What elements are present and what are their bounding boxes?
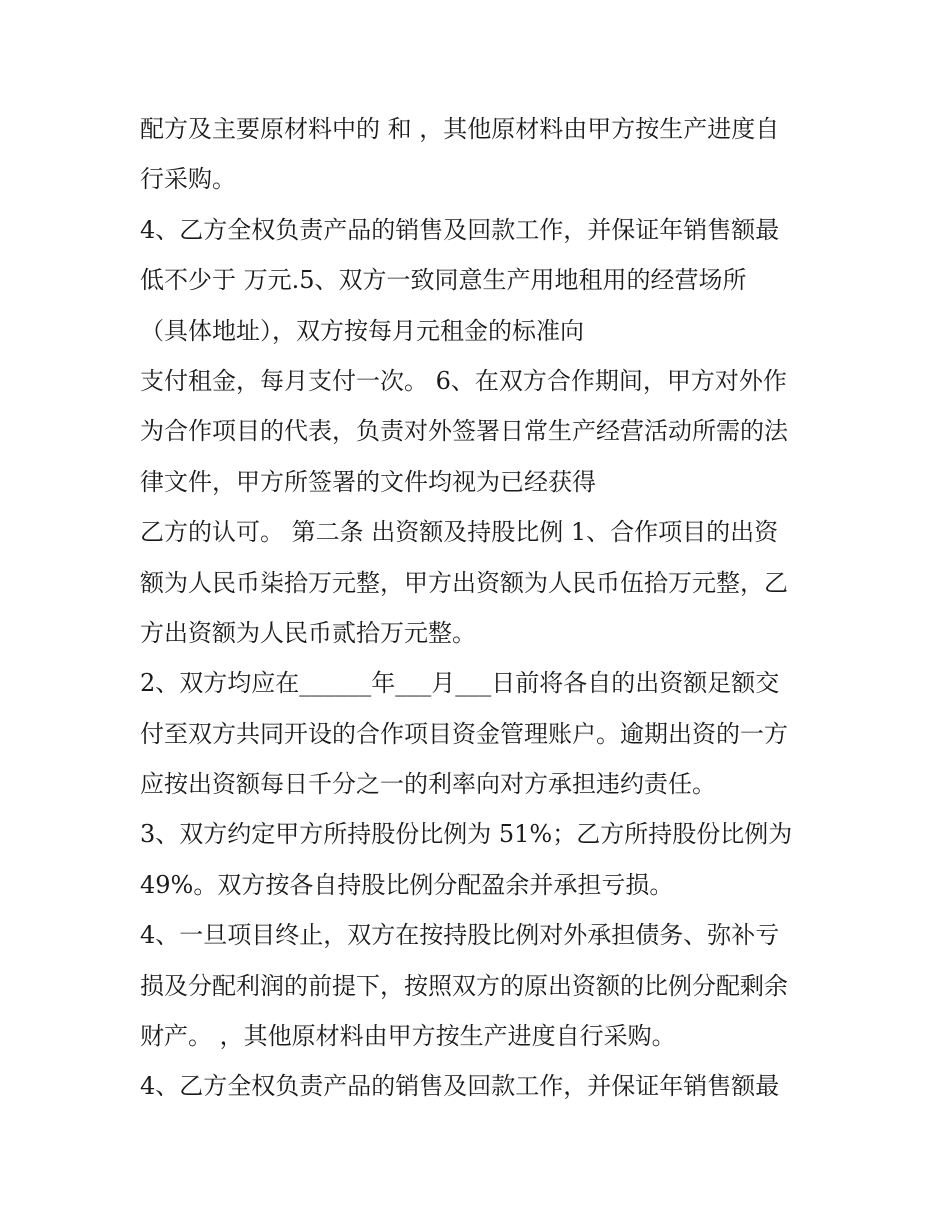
text-line: 低不少于 万元.5、双方一致同意生产用地租用的经营场所 [140, 266, 747, 295]
text-line: 乙方的认可。 第二条 出资额及持股比例 1、合作项目的出资 [140, 518, 779, 547]
text-line: 49%。双方按各自持股比例分配盈余并承担亏损。 [140, 870, 674, 899]
text-line: 配方及主要原材料中的 和 ，其他原材料由甲方按生产进度自 [140, 115, 780, 143]
text-line: （具体地址），双方按每月元租金的标准向 [140, 316, 584, 345]
document-body [140, 104, 820, 1112]
text-line: 损及分配利润的前提下，按照双方的原出资额的比例分配剩余 [140, 971, 788, 1000]
text-line: 4、乙方全权负责产品的销售及回款工作，并保证年销售额最 [140, 1072, 780, 1101]
text-line: 支付租金，每月支付一次。 6、在双方合作期间，甲方对外作 [140, 366, 787, 395]
text-line: 付至双方共同开设的合作项目资金管理账户。逾期出资的一方 [140, 719, 788, 748]
text-line: 应按出资额每日千分之一的利率向对方承担违约责任。 [140, 770, 716, 799]
text-line: 2、双方均应在______年___月___日前将各自的出资额足额交 [140, 669, 780, 698]
text-line: 4、一旦项目终止，双方在按持股比例对外承担债务、弥补亏 [140, 921, 780, 950]
text-line: 财产。 ，其他原材料由甲方按生产进度自行采购。 [140, 1022, 676, 1051]
text-line: 律文件，甲方所签署的文件均视为已经获得 [140, 467, 596, 496]
text-line: 方出资额为人民币贰拾万元整。 [140, 618, 476, 647]
text-line: 为合作项目的代表，负责对外签署日常生产经营活动所需的法 [140, 417, 788, 446]
text-line: 3、双方约定甲方所持股份比例为 51%；乙方所持股份比例为 [140, 820, 793, 849]
text-line: 额为人民币柒拾万元整，甲方出资额为人民币伍拾万元整，乙 [140, 568, 788, 597]
text-line: 行采购。 [140, 165, 236, 194]
text-line: 4、乙方全权负责产品的销售及回款工作，并保证年销售额最 [140, 215, 780, 244]
